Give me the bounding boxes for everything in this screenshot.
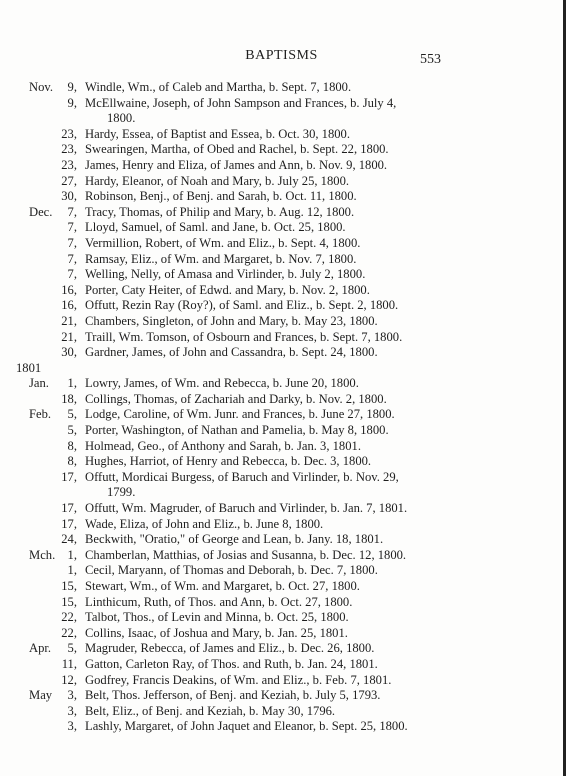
register-entry	[0, 673, 563, 689]
register-entry	[0, 423, 563, 439]
register-entry	[0, 298, 563, 314]
entry-text: Lloyd, Samuel, of Saml. and Jane, b. Oct. 25, 1800.	[85, 220, 346, 235]
entry-text: Chamberlan, Matthias, of Josias and Susanna, b. Dec. 12, 1800.	[85, 547, 407, 562]
entry-day: 5,	[67, 641, 77, 656]
register-entry	[0, 220, 563, 236]
entry-text: McEllwaine, Joseph, of John Sampson and Frances, b. July 4, 1800.	[85, 95, 397, 126]
entry-day: 21,	[61, 329, 77, 344]
entry-day: 30,	[61, 189, 77, 204]
entry-day: 21,	[61, 313, 77, 328]
entry-day: 3,	[67, 688, 77, 703]
entry-day: 5,	[67, 423, 77, 438]
entry-text: James, Henry and Eliza, of James and Ann, b. Nov. 9, 1800.	[85, 157, 388, 172]
entry-text: Lowry, James, of Wm. and Rebecca, b. June 20, 1800.	[85, 376, 359, 391]
entry-day: 24,	[61, 532, 77, 547]
year-heading	[0, 361, 563, 377]
entry-day: 7,	[67, 204, 77, 219]
entry-text: Collins, Isaac, of Joshua and Mary, b. Jan. 25, 1801.	[85, 625, 348, 640]
entry-day: 18,	[61, 391, 77, 406]
entry-day: 23,	[61, 157, 77, 172]
entry-text: Vermillion, Robert, of Wm. and Eliz., b. Sept. 4, 1800.	[85, 235, 361, 250]
entry-text: Hardy, Essea, of Baptist and Essea, b. Oct. 30, 1800.	[85, 126, 350, 141]
entry-day: 7,	[67, 251, 77, 266]
register-entry	[0, 454, 563, 470]
register-entry	[0, 252, 563, 268]
entry-day: 22,	[61, 625, 77, 640]
entry-continuation: 1800.	[107, 111, 136, 126]
entry-continuation: 1799.	[107, 485, 136, 500]
entry-day: 7,	[67, 267, 77, 282]
register-entry	[0, 142, 563, 158]
register-entry	[0, 657, 563, 673]
register-entry	[0, 548, 563, 564]
entry-text: Cecil, Maryann, of Thomas and Deborah, b. Dec. 7, 1800.	[85, 563, 378, 578]
entry-text: Linthicum, Ruth, of Thos. and Ann, b. Oct. 27, 1800.	[85, 594, 353, 609]
page-title: BAPTISMS	[245, 48, 318, 63]
entry-day: 15,	[61, 594, 77, 609]
entry-day: 11,	[61, 656, 77, 671]
register-entry	[0, 345, 563, 361]
entry-month: Apr.	[29, 641, 52, 656]
register-entry	[0, 174, 563, 190]
entry-text: Offutt, Wm. Magruder, of Baruch and Virlinder, b. Jan. 7, 1801.	[85, 501, 408, 516]
entry-day: 30,	[61, 345, 77, 360]
entry-text: Magruder, Rebecca, of James and Eliz., b. Dec. 26, 1800.	[85, 641, 375, 656]
entry-month: May	[29, 688, 53, 703]
register-entry	[0, 626, 563, 642]
entry-text: Traill, Wm. Tomson, of Osbourn and Frances, b. Sept. 7, 1800.	[85, 329, 403, 344]
entry-day: 9,	[67, 80, 77, 94]
register-entry	[0, 579, 563, 595]
register-entry	[0, 283, 563, 299]
entry-text: Belt, Eliz., of Benj. and Keziah, b. May 30, 1796.	[85, 703, 336, 718]
entry-text: Robinson, Benj., of Benj. and Sarah, b. Oct. 11, 1800.	[85, 189, 357, 204]
entry-day: 8,	[67, 438, 77, 453]
register-entry	[0, 236, 563, 252]
page-header	[0, 48, 563, 70]
entry-text: Offutt, Rezin Ray (Roy?), of Saml. and Eliz., b. Sept. 2, 1800.	[85, 298, 399, 313]
register-entry	[0, 314, 563, 330]
entry-day: 23,	[61, 142, 77, 157]
register-entry	[0, 80, 563, 96]
entry-day: 5,	[67, 407, 77, 422]
entry-text: Wade, Eliza, of John and Eliz., b. June 8, 1800.	[85, 516, 324, 531]
page-number: 553	[420, 52, 441, 67]
entry-text: Beckwith, "Oratio," of George and Lean, b. Jany. 18, 1801.	[85, 532, 384, 547]
entry-text: Collings, Thomas, of Zachariah and Darky, b. Nov. 2, 1800.	[85, 391, 387, 406]
register-entry	[0, 719, 563, 735]
register-entry	[0, 439, 563, 455]
register-entry	[0, 267, 563, 283]
register-entry	[0, 96, 563, 127]
entry-day: 1,	[67, 563, 77, 578]
entry-text: Gatton, Carleton Ray, of Thos. and Ruth, b. Jan. 24, 1801.	[85, 656, 378, 671]
entry-text: Hardy, Eleanor, of Noah and Mary, b. July 25, 1800.	[85, 173, 350, 188]
entry-day: 1,	[67, 376, 77, 391]
register-entry	[0, 688, 563, 704]
entry-day: 22,	[61, 610, 77, 625]
register-entry	[0, 330, 563, 346]
entry-day: 3,	[67, 703, 77, 718]
register-entry	[0, 392, 563, 408]
register-entry	[0, 501, 563, 517]
register-entry	[0, 376, 563, 392]
entry-day: 17,	[61, 516, 77, 531]
entry-month: Dec.	[29, 204, 53, 219]
entry-day: 8,	[67, 454, 77, 469]
entry-text: Windle, Wm., of Caleb and Martha, b. Sept. 7, 1800.	[85, 80, 352, 94]
register-entry	[0, 641, 563, 657]
entry-text: Godfrey, Francis Deakins, of Wm. and Eliz., b. Feb. 7, 1801.	[85, 672, 392, 687]
entry-day: 23,	[61, 126, 77, 141]
entry-day: 17,	[61, 469, 77, 484]
register-entry	[0, 158, 563, 174]
register-entry	[0, 610, 563, 626]
register-entry	[0, 704, 563, 720]
year-label: 1801	[16, 360, 42, 375]
register-entry	[0, 407, 563, 423]
entry-day: 3,	[67, 719, 77, 734]
entry-text: Porter, Caty Heiter, of Edwd. and Mary, b. Nov. 2, 1800.	[85, 282, 370, 297]
entry-day: 17,	[61, 501, 77, 516]
register-entry	[0, 532, 563, 548]
entry-text: Belt, Thos. Jefferson, of Benj. and Keziah, b. July 5, 1793.	[85, 688, 381, 703]
entry-text: Chambers, Singleton, of John and Mary, b. May 23, 1800.	[85, 313, 378, 328]
entry-day: 1,	[67, 547, 77, 562]
entry-day: 27,	[61, 173, 77, 188]
entry-month: Mch.	[29, 547, 56, 562]
entry-text: Welling, Nelly, of Amasa and Virlinder, b. July 2, 1800.	[85, 267, 366, 282]
register-entry	[0, 205, 563, 221]
entry-day: 7,	[67, 220, 77, 235]
entry-text: Porter, Washington, of Nathan and Pamelia, b. May 8, 1800.	[85, 423, 389, 438]
baptism-register	[0, 80, 563, 735]
entry-month: Feb.	[29, 407, 52, 422]
entry-text: Tracy, Thomas, of Philip and Mary, b. Aug. 12, 1800.	[85, 204, 355, 219]
entry-text: Offutt, Mordicai Burgess, of Baruch and Virlinder, b. Nov. 29, 1799.	[85, 469, 399, 500]
entry-text: Holmead, Geo., of Anthony and Sarah, b. Jan. 3, 1801.	[85, 438, 361, 453]
entry-text: Lodge, Caroline, of Wm. Junr. and Frances, b. June 27, 1800.	[85, 407, 395, 422]
entry-day: 7,	[67, 235, 77, 250]
register-entry	[0, 517, 563, 533]
entry-day: 15,	[61, 579, 77, 593]
entry-text: Stewart, Wm., of Wm. and Margaret, b. Oct. 27, 1800.	[85, 579, 360, 593]
entry-text: Hughes, Harriot, of Henry and Rebecca, b. Dec. 3, 1800.	[85, 454, 372, 469]
entry-day: 16,	[61, 282, 77, 297]
entry-month: Jan.	[29, 376, 49, 391]
register-entry	[0, 595, 563, 611]
register-entry	[0, 127, 563, 143]
entry-month: Nov.	[29, 80, 54, 94]
entry-text: Ramsay, Eliz., of Wm. and Margaret, b. Nov. 7, 1800.	[85, 251, 357, 266]
entry-text: Talbot, Thos., of Levin and Minna, b. Oct. 25, 1800.	[85, 610, 349, 625]
register-entry	[0, 563, 563, 579]
entry-day: 16,	[61, 298, 77, 313]
register-entry	[0, 470, 563, 501]
entry-text: Lashly, Margaret, of John Jaquet and Eleanor, b. Sept. 25, 1800.	[85, 719, 408, 734]
entry-text: Gardner, James, of John and Cassandra, b. Sept. 24, 1800.	[85, 345, 378, 360]
entry-day: 9,	[67, 95, 77, 110]
entry-day: 12,	[61, 672, 77, 687]
register-entry	[0, 189, 563, 205]
entry-text: Swearingen, Martha, of Obed and Rachel, b. Sept. 22, 1800.	[85, 142, 389, 157]
